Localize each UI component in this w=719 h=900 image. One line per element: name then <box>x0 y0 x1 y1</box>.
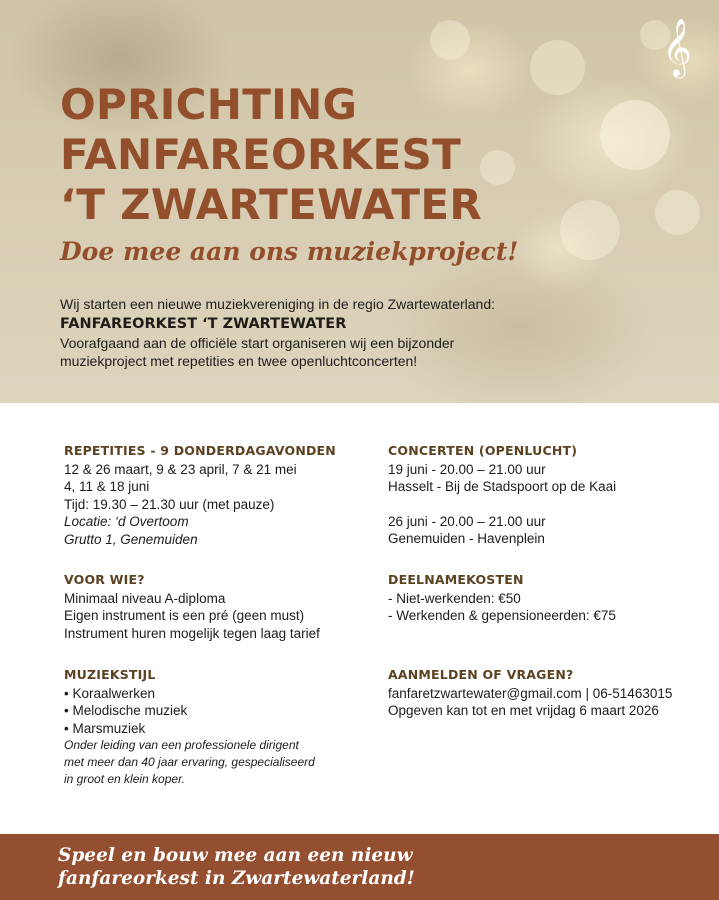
section-heading: DEELNAMEKOSTEN <box>388 572 524 587</box>
concerts-section <box>388 442 616 548</box>
bokeh-light <box>430 20 470 60</box>
bokeh-light <box>600 100 670 170</box>
rehearsals-section <box>64 442 336 548</box>
footer-slogan <box>58 844 415 890</box>
hero-banner <box>0 0 719 403</box>
section-heading: AANMELDEN OF VRAGEN? <box>388 667 574 682</box>
cost-line: - Niet-werkenden: €50 <box>388 590 521 606</box>
intro-line: muziekproject met repetities en twee openluchtconcerten! <box>60 353 418 369</box>
requirement-line: Minimaal niveau A-diploma <box>64 590 226 606</box>
conductor-note: in groot en klein koper. <box>64 772 185 786</box>
page-title <box>60 80 482 230</box>
concert-date: 19 juni - 20.00 – 21.00 uur <box>388 461 546 477</box>
style-item: • Koraalwerken <box>64 685 156 701</box>
footer-banner <box>0 834 719 900</box>
signup-section <box>388 666 672 720</box>
concert-location: Hasselt - Bij de Stadspoort op de Kaai <box>388 479 617 494</box>
location-line: Locatie: ‘d Overtoom <box>64 514 189 529</box>
music-style-section <box>64 666 315 788</box>
conductor-note: met meer dan 40 jaar ervaring, gespecialiseerd <box>64 755 315 769</box>
address-line: Grutto 1, Genemuiden <box>64 531 198 547</box>
schedule-line: 12 & 26 maart, 9 & 23 april, 7 & 21 mei <box>64 461 297 477</box>
deadline-line: Opgeven kan tot en met vrijdag 6 maart 2026 <box>388 703 659 718</box>
intro-line: Voorafgaand aan de officiële start organiseren wij een bijzonder <box>60 335 455 351</box>
time-line: Tijd: 19.30 – 21.30 uur (met pauze) <box>64 496 275 512</box>
slogan-line: fanfareorkest in Zwartewaterland! <box>58 868 415 889</box>
section-heading: CONCERTEN (OPENLUCHT) <box>388 443 578 458</box>
for-whom-section <box>64 571 320 642</box>
section-heading: VOOR WIE? <box>64 572 145 587</box>
title-line: ‘T ZWARTEWATER <box>60 180 482 229</box>
bokeh-light <box>655 190 700 235</box>
spacer <box>388 496 616 513</box>
schedule-line: 4, 11 & 18 juni <box>64 479 150 494</box>
title-line: FANFAREORKEST <box>60 130 462 179</box>
conductor-note: Onder leiding van een professionele dirigent <box>64 738 299 752</box>
subtitle: Doe mee aan ons muziekproject! <box>60 237 519 266</box>
requirement-line: Eigen instrument is een pré (geen must) <box>64 608 305 623</box>
bokeh-light <box>560 200 620 260</box>
section-heading: MUZIEKSTIJL <box>64 667 156 682</box>
bokeh-light <box>480 150 515 185</box>
cost-line: - Werkenden & gepensioneerden: €75 <box>388 608 616 623</box>
intro-line: Wij starten een nieuwe muziekvereniging in de regio Zwartewaterland: <box>60 296 495 312</box>
slogan-line: Speel en bouw mee aan een nieuw <box>58 845 413 866</box>
treble-clef-icon: 𝄞 <box>662 18 692 76</box>
contact-line[interactable]: fanfaretzwartewater@gmail.com | 06-51463015 <box>388 685 673 701</box>
concert-location: Genemuiden - Havenplein <box>388 531 545 546</box>
style-item: • Marsmuziek <box>64 720 146 736</box>
bokeh-light <box>530 40 585 95</box>
intro-text <box>60 295 660 370</box>
concert-date: 26 juni - 20.00 – 21.00 uur <box>388 513 546 529</box>
title-line: OPRICHTING <box>60 80 358 129</box>
requirement-line: Instrument huren mogelijk tegen laag tarief <box>64 625 320 641</box>
costs-section <box>388 571 616 625</box>
section-heading: REPETITIES - 9 DONDERDAGAVONDEN <box>64 443 336 458</box>
style-item: • Melodische muziek <box>64 703 188 718</box>
orchestra-name: FANFAREORKEST ‘T ZWARTEWATER <box>60 316 347 332</box>
